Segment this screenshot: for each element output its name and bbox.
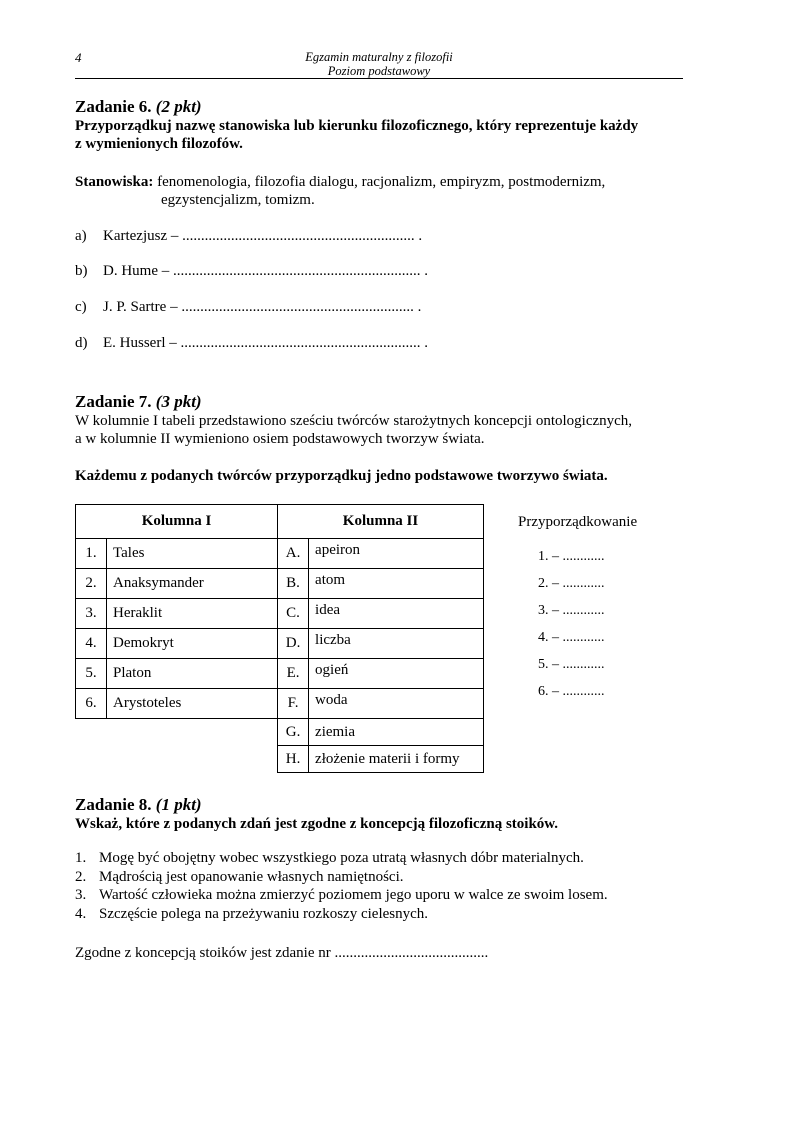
positions-label: Stanowiska: [75, 174, 154, 190]
task6-instruction-1: Przyporządkuj nazwę stanowiska lub kierunku filozoficznego, który reprezentuje każdy [75, 118, 639, 134]
philosopher-name: Demokryt [107, 629, 278, 659]
option-letter: D. [278, 629, 309, 659]
task6-title: Zadanie 6. [75, 97, 152, 116]
task7-instruction: Każdemu z podanych twórców przyporządkuj jedno podstawowe tworzywo świata. [75, 468, 608, 484]
list-item [75, 850, 608, 869]
item-text: J. P. Sartre – .............................................................. . [103, 299, 422, 315]
option-letter: B. [278, 569, 309, 599]
item-letter: c) [75, 299, 87, 315]
task6-item-d[interactable] [75, 335, 428, 352]
table-row [76, 689, 484, 719]
table-row [76, 659, 484, 689]
table-header-row [76, 505, 484, 539]
philosopher-name: Anaksymander [107, 569, 278, 599]
option-value: ziemia [309, 719, 484, 746]
list-item [75, 906, 608, 925]
item-letter: b) [75, 263, 88, 279]
positions-list-1: fenomenologia, filozofia dialogu, racjonalizm, empiryzm, postmodernizm, [157, 174, 606, 190]
table-row [76, 746, 484, 773]
philosopher-name: Tales [107, 539, 278, 569]
assignment-field-5[interactable]: 5. – ............ [538, 657, 605, 672]
option-letter: C. [278, 599, 309, 629]
row-number: 3. [76, 599, 107, 629]
row-number: 6. [76, 689, 107, 719]
task6-points: (2 pkt) [155, 97, 202, 116]
row-number: 4. [76, 629, 107, 659]
positions-list-2: egzystencjalizm, tomizm. [161, 192, 315, 208]
page-number: 4 [75, 50, 82, 65]
task8-heading [75, 795, 202, 815]
assignment-field-1[interactable]: 1. – ............ [538, 549, 605, 564]
row-number: 5. [76, 659, 107, 689]
assignment-field-4[interactable]: 4. – ............ [538, 630, 605, 645]
row-number: 2. [76, 569, 107, 599]
statement-number: 2. [75, 868, 87, 885]
table-row [76, 599, 484, 629]
table-row [76, 569, 484, 599]
col2-header: Kolumna II [278, 505, 484, 539]
option-value: woda [309, 689, 484, 719]
philosopher-name: Arystoteles [107, 689, 278, 719]
list-item [75, 869, 608, 888]
row-number: 1. [76, 539, 107, 569]
exam-title: Egzamin maturalny z filozofii [305, 50, 453, 64]
task6-instruction-2: z wymienionych filozofów. [75, 136, 243, 152]
statement-number: 3. [75, 887, 87, 903]
exam-level: Poziom podstawowy [327, 64, 431, 78]
task6-item-a[interactable] [75, 228, 422, 245]
statement-number: 1. [75, 850, 87, 866]
task6-item-c[interactable] [75, 299, 421, 316]
item-letter: a) [75, 228, 87, 244]
option-letter: H. [278, 746, 309, 773]
assignment-field-6[interactable]: 6. – ............ [538, 684, 605, 699]
list-item [75, 887, 608, 906]
table-row [76, 629, 484, 659]
assignment-field-3[interactable]: 3. – ............ [538, 603, 605, 618]
table-row [76, 539, 484, 569]
item-text: Kartezjusz – .............................................................. . [103, 228, 423, 244]
item-text: E. Husserl – ................................................................ . [103, 335, 428, 351]
col1-header: Kolumna I [76, 505, 278, 539]
statement-number: 4. [75, 905, 87, 922]
empty-cell [76, 746, 278, 773]
header-divider [75, 78, 683, 79]
task8-title: Zadanie 8. [75, 795, 152, 814]
task7-intro-2: a w kolumnie II wymieniono osiem podstawowych tworzyw świata. [75, 431, 485, 447]
statement-text: Szczęście polega na przeżywaniu rozkoszy cielesnych. [99, 905, 429, 922]
task7-points: (3 pkt) [155, 392, 202, 411]
option-value: ogień [309, 659, 484, 689]
task7-intro-1: W kolumnie I tabeli przedstawiono sześciu twórców starożytnych koncepcji ontologicznych, [75, 413, 633, 429]
item-letter: d) [75, 335, 88, 351]
task7-heading [75, 392, 202, 412]
empty-cell [76, 719, 278, 746]
option-value: apeiron [309, 539, 484, 569]
table-row [76, 719, 484, 746]
option-letter: A. [278, 539, 309, 569]
option-letter: E. [278, 659, 309, 689]
statement-text: Wartość człowieka można zmierzyć poziomem jego uporu w walce ze swoim losem. [99, 887, 608, 903]
statement-text: Mądrością jest opanowanie własnych namiętności. [99, 868, 404, 885]
option-value: idea [309, 599, 484, 629]
option-letter: F. [278, 689, 309, 719]
option-letter: G. [278, 719, 309, 746]
task7-title: Zadanie 7. [75, 392, 152, 411]
item-text: D. Hume – .................................................................. . [103, 263, 428, 279]
task6-item-b[interactable] [75, 263, 428, 280]
task8-instruction: Wskaż, które z podanych zdań jest zgodne z koncepcją filozoficzną stoików. [75, 816, 559, 832]
task8-points: (1 pkt) [155, 795, 202, 814]
statement-text: Mogę być obojętny wobec wszystkiego poza utratą własnych dóbr materialnych. [99, 850, 584, 866]
matching-table [75, 504, 484, 773]
task8-answer-line[interactable]: Zgodne z koncepcją stoików jest zdanie nr ......................................... [75, 945, 489, 961]
task6-positions [75, 174, 605, 191]
assignment-header: Przyporządkowanie [518, 514, 638, 530]
philosopher-name: Platon [107, 659, 278, 689]
option-value: atom [309, 569, 484, 599]
statement-list [75, 850, 608, 924]
task6-heading [75, 97, 202, 117]
option-value: liczba [309, 629, 484, 659]
assignment-field-2[interactable]: 2. – ............ [538, 576, 605, 591]
option-value: złożenie materii i formy [309, 746, 484, 773]
philosopher-name: Heraklit [107, 599, 278, 629]
